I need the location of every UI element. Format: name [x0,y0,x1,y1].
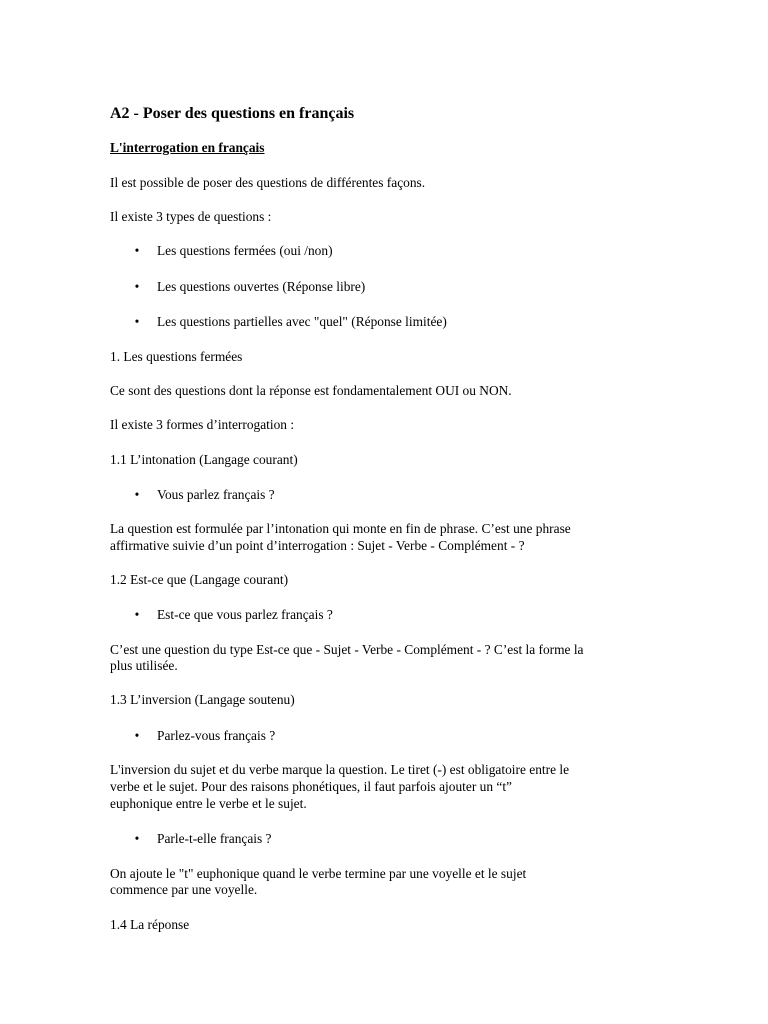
explanation-line: euphonique entre le verbe et le sujet. [110,796,307,811]
explanation-line: On ajoute le "t" euphonique quand le verbe termine par une voyelle et le sujet [110,866,527,881]
page-title: A2 - Poser des questions en français [110,105,355,122]
explanation-line: La question est formulée par l’intonation qui monte en fin de phrase. C’est une phrase [110,521,571,536]
explanation-line: C’est une question du type Est-ce que - Sujet - Verbe - Complément - ? C’est la forme la [110,642,584,657]
section-subtitle: L'interrogation en français [110,140,265,155]
subsection-heading: 1.3 L’inversion (Langage soutenu) [110,692,295,707]
explanation-line: plus utilisée. [110,658,178,673]
list-item: Les questions fermées (oui /non) [157,243,333,258]
explanation-line: affirmative suivie d’un point d’interrogation : Sujet - Verbe - Complément - ? [110,538,525,553]
types-intro: Il existe 3 types de questions : [110,209,272,224]
bullet-icon: • [134,607,140,622]
list-item: Les questions partielles avec "quel" (Réponse limitée) [157,314,447,329]
subsection-heading: 1.1 L’intonation (Langage courant) [110,452,298,467]
explanation-line: commence par une voyelle. [110,882,258,897]
subsection-heading: 1.2 Est-ce que (Langage courant) [110,572,289,587]
explanation-line: L'inversion du sujet et du verbe marque la question. Le tiret (-) est obligatoire entre le [110,762,570,777]
bullet-icon: • [134,831,140,846]
example-item: Parle-t-elle français ? [157,831,272,846]
section-description: Ce sont des questions dont la réponse est fondamentalement OUI ou NON. [110,383,512,398]
forms-intro: Il existe 3 formes d’interrogation : [110,417,295,432]
explanation-line: verbe et le sujet. Pour des raisons phonétiques, il faut parfois ajouter un “t” [110,779,512,794]
bullet-icon: • [134,314,140,329]
subsection-heading: 1.4 La réponse [110,917,190,932]
example-item: Parlez-vous français ? [157,728,276,743]
bullet-icon: • [134,243,140,258]
bullet-icon: • [134,279,140,294]
intro-text: Il est possible de poser des questions de différentes façons. [110,175,426,190]
section-heading: 1. Les questions fermées [110,349,243,364]
bullet-icon: • [134,728,140,743]
list-item: Les questions ouvertes (Réponse libre) [157,279,366,294]
example-item: Est-ce que vous parlez français ? [157,607,333,622]
bullet-icon: • [134,487,140,502]
example-item: Vous parlez français ? [157,487,275,502]
